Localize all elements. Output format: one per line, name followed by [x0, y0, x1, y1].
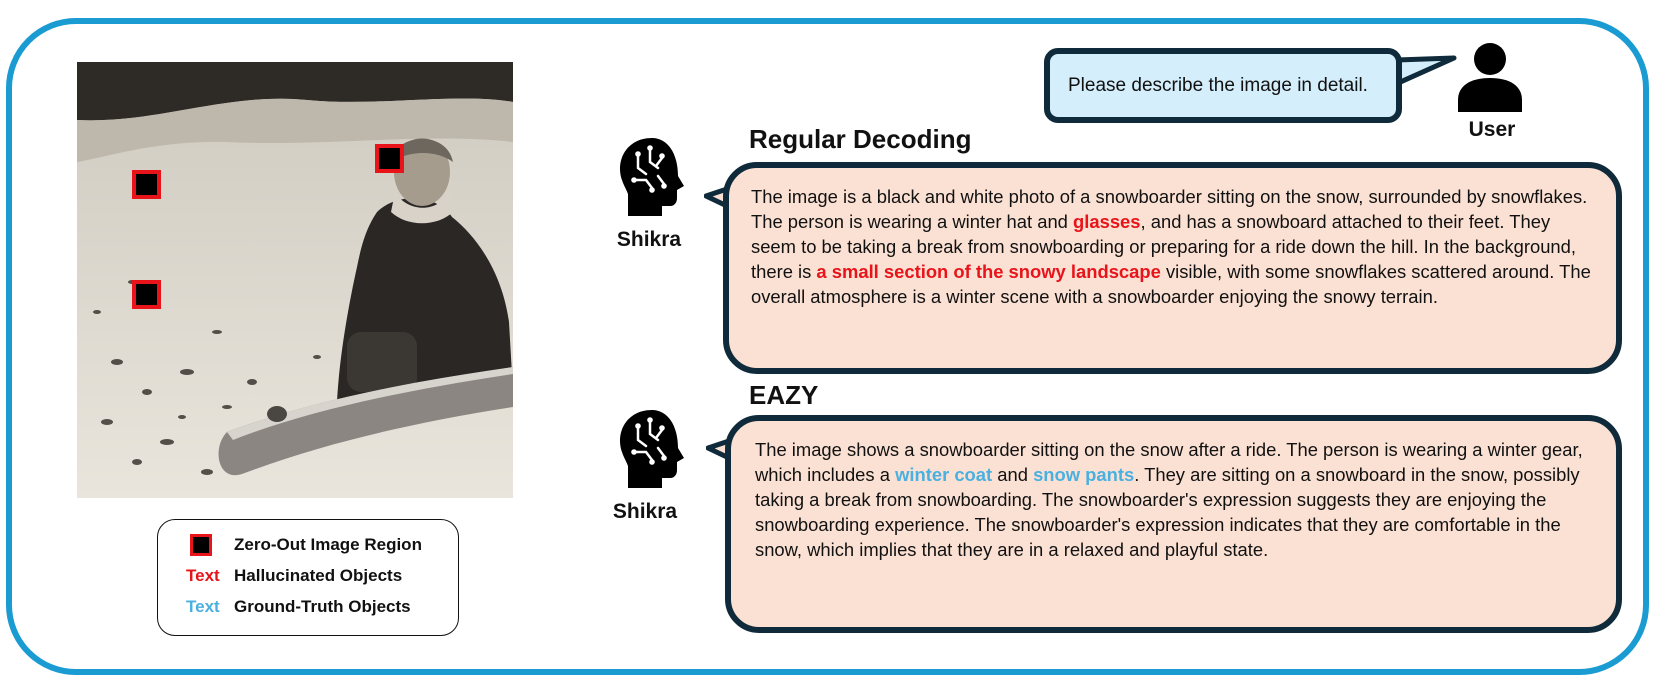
eazy-response-text — [755, 437, 1596, 562]
person-icon — [1456, 42, 1524, 112]
user-prompt-bubble — [1044, 48, 1402, 123]
ground-truth-object-text: winter coat — [895, 464, 993, 485]
legend-row-ground-truth — [186, 597, 411, 617]
regular-response-bubble — [723, 162, 1622, 374]
response-text-segment: , and has a snowboard attached to their feet. They seem to be taking a break from snowboarding or preparing for a ride down the hill. In the background, there is — [751, 211, 1576, 282]
legend-hallucinated-label: Hallucinated Objects — [234, 566, 403, 585]
hallucinated-object-text: a small section of the snowy landscape — [816, 261, 1161, 282]
snowboarder-photo — [77, 62, 513, 498]
legend-row-hallucinated — [186, 566, 402, 586]
eazy-title: EAZY — [749, 380, 819, 410]
response-text-segment: . They are sitting on a snowboard in the snow, possibly taking a break from snowboarding. The snowboarder's expression suggests they are enjoying the snowboarding experience. The snowboarder's expression indicates that they are comfortable in the snow, which implies that they are in a relaxed and playful state. — [755, 464, 1580, 560]
legend — [157, 519, 459, 636]
prompt-bubble-tail — [1396, 54, 1458, 90]
zero-out-swatch-icon — [190, 534, 212, 556]
legend-zero-out-label: Zero-Out Image Region — [234, 535, 422, 554]
zero-out-region-1 — [132, 170, 161, 199]
legend-ground-truth-label: Ground-Truth Objects — [234, 597, 411, 616]
hallucinated-object-text: glasses — [1073, 211, 1141, 232]
legend-hallucinated-key: Text — [186, 566, 220, 585]
regular-model-label: Shikra — [616, 228, 682, 251]
response-text-segment: visible, with some snowflakes scattered around. The overall atmosphere is a winter scene with a snowboarder enjoying the snowy terrain. — [751, 261, 1591, 307]
eazy-model-label: Shikra — [612, 500, 678, 523]
regular-response-text — [751, 184, 1596, 309]
user-label: User — [1468, 118, 1516, 141]
legend-ground-truth-key: Text — [186, 597, 220, 616]
response-text-segment: and — [992, 464, 1034, 485]
response-text-segment: The image is a black and white photo of a snowboarder sitting on the snow, surrounded by snowflakes. The person is wearing a winter hat and — [751, 186, 1588, 232]
user-prompt-text: Please describe the image in detail. — [1068, 74, 1368, 96]
regular-decoding-title: Regular Decoding — [749, 124, 972, 154]
response-text-segment: The image shows a snowboarder sitting on the snow after a ride. The person is wearing a winter gear, which includes a — [755, 439, 1583, 485]
eazy-response-bubble — [725, 415, 1622, 633]
zero-out-region-2 — [375, 144, 404, 173]
zero-out-region-3 — [132, 280, 161, 309]
legend-row-zero-out — [186, 534, 422, 556]
ground-truth-object-text: snow pants — [1033, 464, 1135, 485]
brain-head-icon — [618, 408, 686, 490]
brain-head-icon — [618, 136, 686, 218]
